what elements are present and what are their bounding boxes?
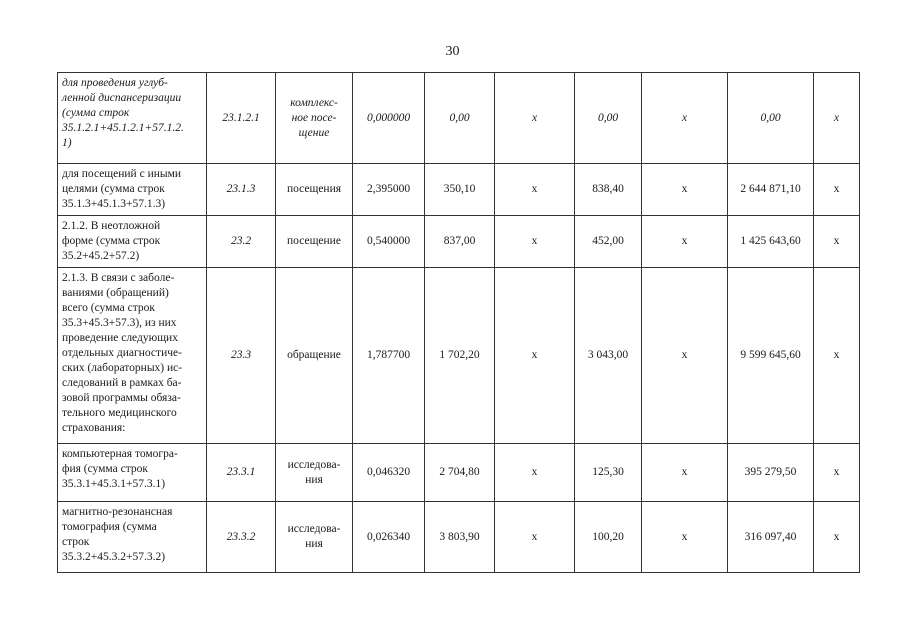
row-unit-line: щение bbox=[298, 126, 330, 139]
row-unit-cell bbox=[276, 268, 353, 444]
row-code-cell: 23.1.2.1 bbox=[207, 73, 276, 164]
row-x-cell: x bbox=[814, 268, 860, 444]
row-value1-cell: 0,00 bbox=[575, 73, 642, 164]
row-code-cell: 23.2 bbox=[207, 216, 276, 268]
row-code-cell: 23.3.2 bbox=[207, 502, 276, 573]
row-name-line: 35.2+45.2+57.2) bbox=[62, 250, 140, 262]
norms-table bbox=[57, 72, 860, 573]
row-name-line: компьютерная томогра- bbox=[62, 448, 178, 460]
row-x-cell: x bbox=[495, 73, 575, 164]
row-x-cell: x bbox=[495, 216, 575, 268]
row-value1-cell: 125,30 bbox=[575, 444, 642, 502]
row-x-cell: x bbox=[642, 502, 728, 573]
row-unit-line: посещения bbox=[286, 183, 342, 195]
row-x-cell: x bbox=[495, 164, 575, 216]
row-name-line: 2.1.2. В неотложной bbox=[62, 220, 161, 232]
row-value2-cell: 316 097,40 bbox=[728, 502, 814, 573]
row-x-cell: x bbox=[495, 444, 575, 502]
row-name-line: следований в рамках ба- bbox=[62, 377, 182, 389]
row-name-line: 2.1.3. В связи с заболе- bbox=[62, 272, 175, 284]
row-value1-cell: 100,20 bbox=[575, 502, 642, 573]
row-code-cell: 23.1.3 bbox=[207, 164, 276, 216]
row-x-cell: x bbox=[814, 444, 860, 502]
row-x-cell: x bbox=[814, 216, 860, 268]
row-name-line: 35.3+45.3+57.3), из них bbox=[62, 317, 177, 329]
table-row bbox=[58, 268, 860, 444]
row-cost-cell: 3 803,90 bbox=[425, 502, 495, 573]
row-norm-cell: 1,787700 bbox=[353, 268, 425, 444]
row-norm-cell: 0,540000 bbox=[353, 216, 425, 268]
row-norm-cell: 0,026340 bbox=[353, 502, 425, 573]
row-name-line: тельного медицинского bbox=[62, 407, 177, 419]
row-x-cell: x bbox=[642, 444, 728, 502]
row-unit-line: обращение bbox=[287, 349, 341, 361]
row-x-cell: x bbox=[642, 73, 728, 164]
row-name-line: всего (сумма строк bbox=[62, 302, 155, 314]
row-name-line: для проведения углуб- bbox=[62, 77, 168, 89]
row-name-cell bbox=[58, 164, 207, 216]
row-name-cell bbox=[58, 268, 207, 444]
row-cost-cell: 350,10 bbox=[425, 164, 495, 216]
row-unit-cell bbox=[276, 164, 353, 216]
row-unit-cell bbox=[276, 216, 353, 268]
row-x-cell: x bbox=[814, 73, 860, 164]
row-norm-cell: 0,000000 bbox=[353, 73, 425, 164]
row-value1-cell: 452,00 bbox=[575, 216, 642, 268]
row-name-cell bbox=[58, 502, 207, 573]
row-name-line: страхования: bbox=[62, 422, 126, 434]
row-x-cell: x bbox=[495, 502, 575, 573]
row-norm-cell: 2,395000 bbox=[353, 164, 425, 216]
table-row bbox=[58, 216, 860, 268]
row-name-line: строк bbox=[62, 536, 90, 548]
row-name-line: 35.1.3+45.1.3+57.1.3) bbox=[62, 198, 166, 210]
row-value1-cell: 838,40 bbox=[575, 164, 642, 216]
row-name-line: форме (сумма строк bbox=[62, 235, 161, 247]
row-code-cell: 23.3.1 bbox=[207, 444, 276, 502]
row-unit-line: посещение bbox=[287, 235, 341, 247]
table-row bbox=[58, 502, 860, 573]
row-name-line: 1) bbox=[62, 137, 72, 149]
row-name-line: ваниями (обращений) bbox=[62, 287, 169, 299]
row-cost-cell: 2 704,80 bbox=[425, 444, 495, 502]
row-x-cell: x bbox=[495, 268, 575, 444]
row-x-cell: x bbox=[642, 268, 728, 444]
row-x-cell: x bbox=[814, 502, 860, 573]
row-value2-cell: 0,00 bbox=[728, 73, 814, 164]
row-name-line: зовой программы обяза- bbox=[62, 392, 181, 404]
row-name-cell bbox=[58, 216, 207, 268]
row-cost-cell: 837,00 bbox=[425, 216, 495, 268]
row-name-line: для посещений с иными bbox=[62, 168, 182, 180]
row-name-line: 35.1.2.1+45.1.2.1+57.1.2. bbox=[62, 122, 184, 134]
row-name-line: (сумма строк bbox=[62, 107, 130, 119]
row-name-line: проведение следующих bbox=[62, 332, 178, 344]
row-norm-cell: 0,046320 bbox=[353, 444, 425, 502]
page-number: 30 bbox=[445, 44, 460, 59]
row-unit-cell bbox=[276, 444, 353, 502]
row-code-cell: 23.3 bbox=[207, 268, 276, 444]
row-unit-cell bbox=[276, 502, 353, 573]
row-cost-cell: 1 702,20 bbox=[425, 268, 495, 444]
row-name-cell bbox=[58, 444, 207, 502]
row-unit-line: исследова- bbox=[287, 458, 341, 471]
row-name-line: ленной диспансеризации bbox=[62, 92, 182, 104]
row-name-line: фия (сумма строк bbox=[62, 463, 148, 475]
row-x-cell: x bbox=[642, 164, 728, 216]
row-value2-cell: 2 644 871,10 bbox=[728, 164, 814, 216]
row-x-cell: x bbox=[642, 216, 728, 268]
row-name-line: 35.3.1+45.3.1+57.3.1) bbox=[62, 478, 166, 490]
row-unit-cell bbox=[276, 73, 353, 164]
row-cost-cell: 0,00 bbox=[425, 73, 495, 164]
table-row bbox=[58, 444, 860, 502]
row-name-cell bbox=[58, 73, 207, 164]
row-name-line: отдельных диагностиче- bbox=[62, 347, 182, 359]
table-row bbox=[58, 73, 860, 164]
row-value2-cell: 1 425 643,60 bbox=[728, 216, 814, 268]
row-name-line: томография (сумма bbox=[62, 521, 157, 533]
row-x-cell: x bbox=[814, 164, 860, 216]
row-unit-line: ния bbox=[305, 473, 323, 486]
row-unit-line: ное посе- bbox=[291, 111, 337, 124]
row-name-line: 35.3.2+45.3.2+57.3.2) bbox=[62, 551, 166, 563]
row-unit-line: ния bbox=[305, 538, 323, 550]
row-value2-cell: 9 599 645,60 bbox=[728, 268, 814, 444]
row-name-line: ских (лабораторных) ис- bbox=[62, 362, 183, 374]
row-name-line: магнитно-резонансная bbox=[62, 506, 173, 518]
row-unit-line: исследова- bbox=[287, 523, 341, 535]
row-value2-cell: 395 279,50 bbox=[728, 444, 814, 502]
row-unit-line: комплекс- bbox=[290, 96, 338, 109]
row-name-line: целями (сумма строк bbox=[62, 183, 165, 195]
table-row bbox=[58, 164, 860, 216]
row-value1-cell: 3 043,00 bbox=[575, 268, 642, 444]
